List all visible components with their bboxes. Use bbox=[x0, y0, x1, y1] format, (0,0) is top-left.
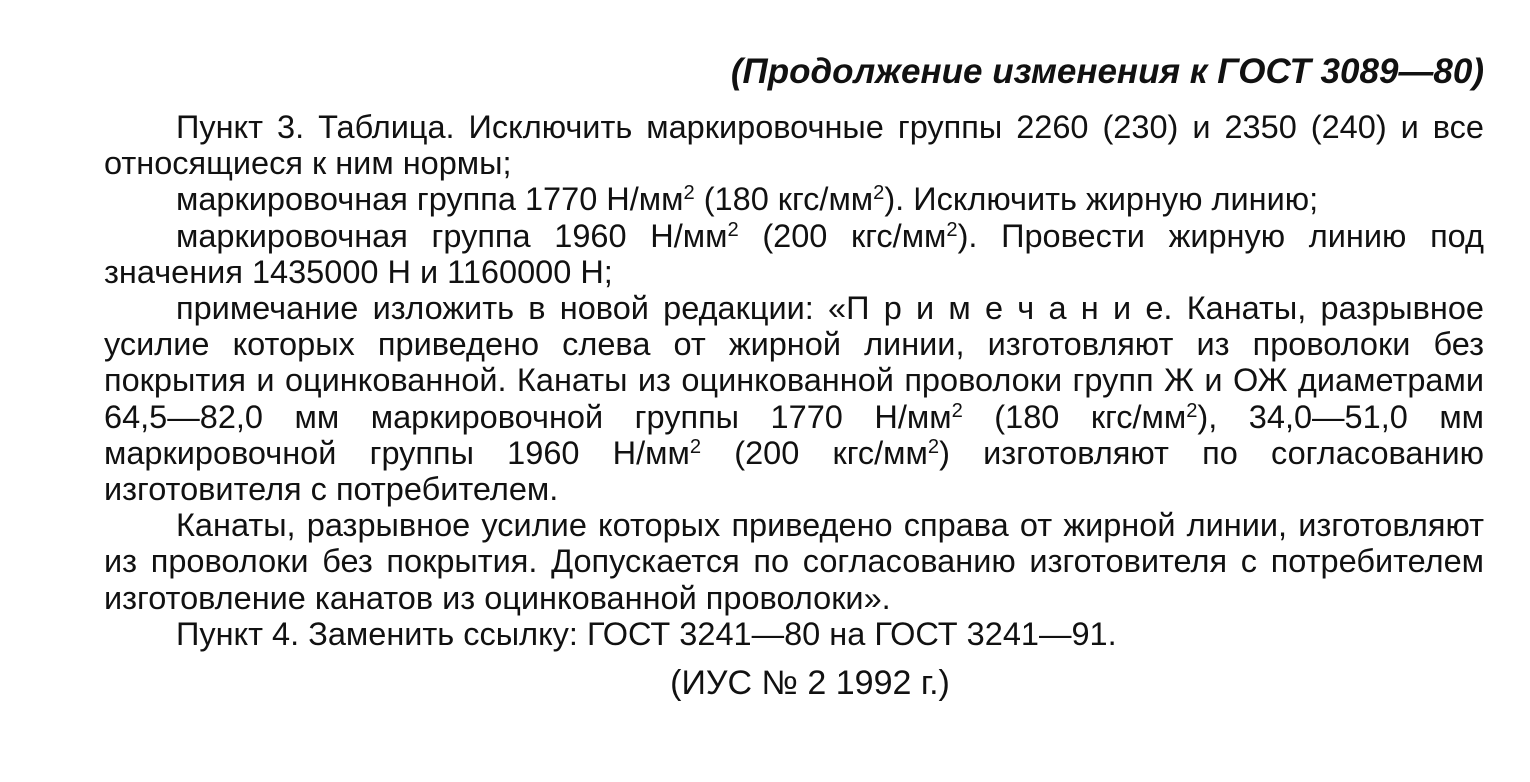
paragraph-ropes-right: Канаты, разрывное усилие которых приведено справа от жирной линии, изготовляют из проволоки без покрытия. Допускается по согласованию изготовителя с потребителем изготовление канатов из оцинкованной проволоки». bbox=[104, 507, 1484, 616]
amendment-body bbox=[104, 109, 1484, 652]
paragraph-item-3: Пункт 3. Таблица. Исключить маркировочные группы 2260 (230) и 2350 (240) и все относящиеся к ним нормы; bbox=[104, 109, 1484, 182]
paragraph-group-1770: маркировочная группа 1770 $Н/мм^2$ (180 кгс/$мм^2$). Исключить жирную линию; bbox=[176, 181, 1319, 218]
paragraph-note: примечание изложить в новой редакции: «П р и м е ч а н и е. Канаты, разрывное усилие которых приведено слева от жирной линии, изготовляют из проволоки без покрытия и оцинкованной. Канаты из оцинкованной проволоки групп Ж и ОЖ диаметрами 64,5—82,0 мм маркировочной группы 1770 $Н/мм^2$ (180 кгс/$мм^2$), 34,0—51,0 мм маркировочной группы 1960 $Н/мм^2$ (200 кгс/$мм^2$) изготовляют по согласованию изготовителя с потребителем. bbox=[104, 290, 1485, 508]
continuation-header: (Продолжение изменения к ГОСТ 3089—80) bbox=[730, 52, 1484, 91]
issue-reference: (ИУС № 2 1992 г.) bbox=[670, 664, 950, 702]
paragraph-group-1960: маркировочная группа 1960 $Н/мм^2$ (200 кгс/$мм^2$). Провести жирную линию под значения 1435000 Н и 1160000 Н; bbox=[104, 217, 1484, 290]
paragraph-item-4: Пункт 4. Заменить ссылку: ГОСТ 3241—80 на ГОСТ 3241—91. bbox=[176, 615, 1117, 652]
